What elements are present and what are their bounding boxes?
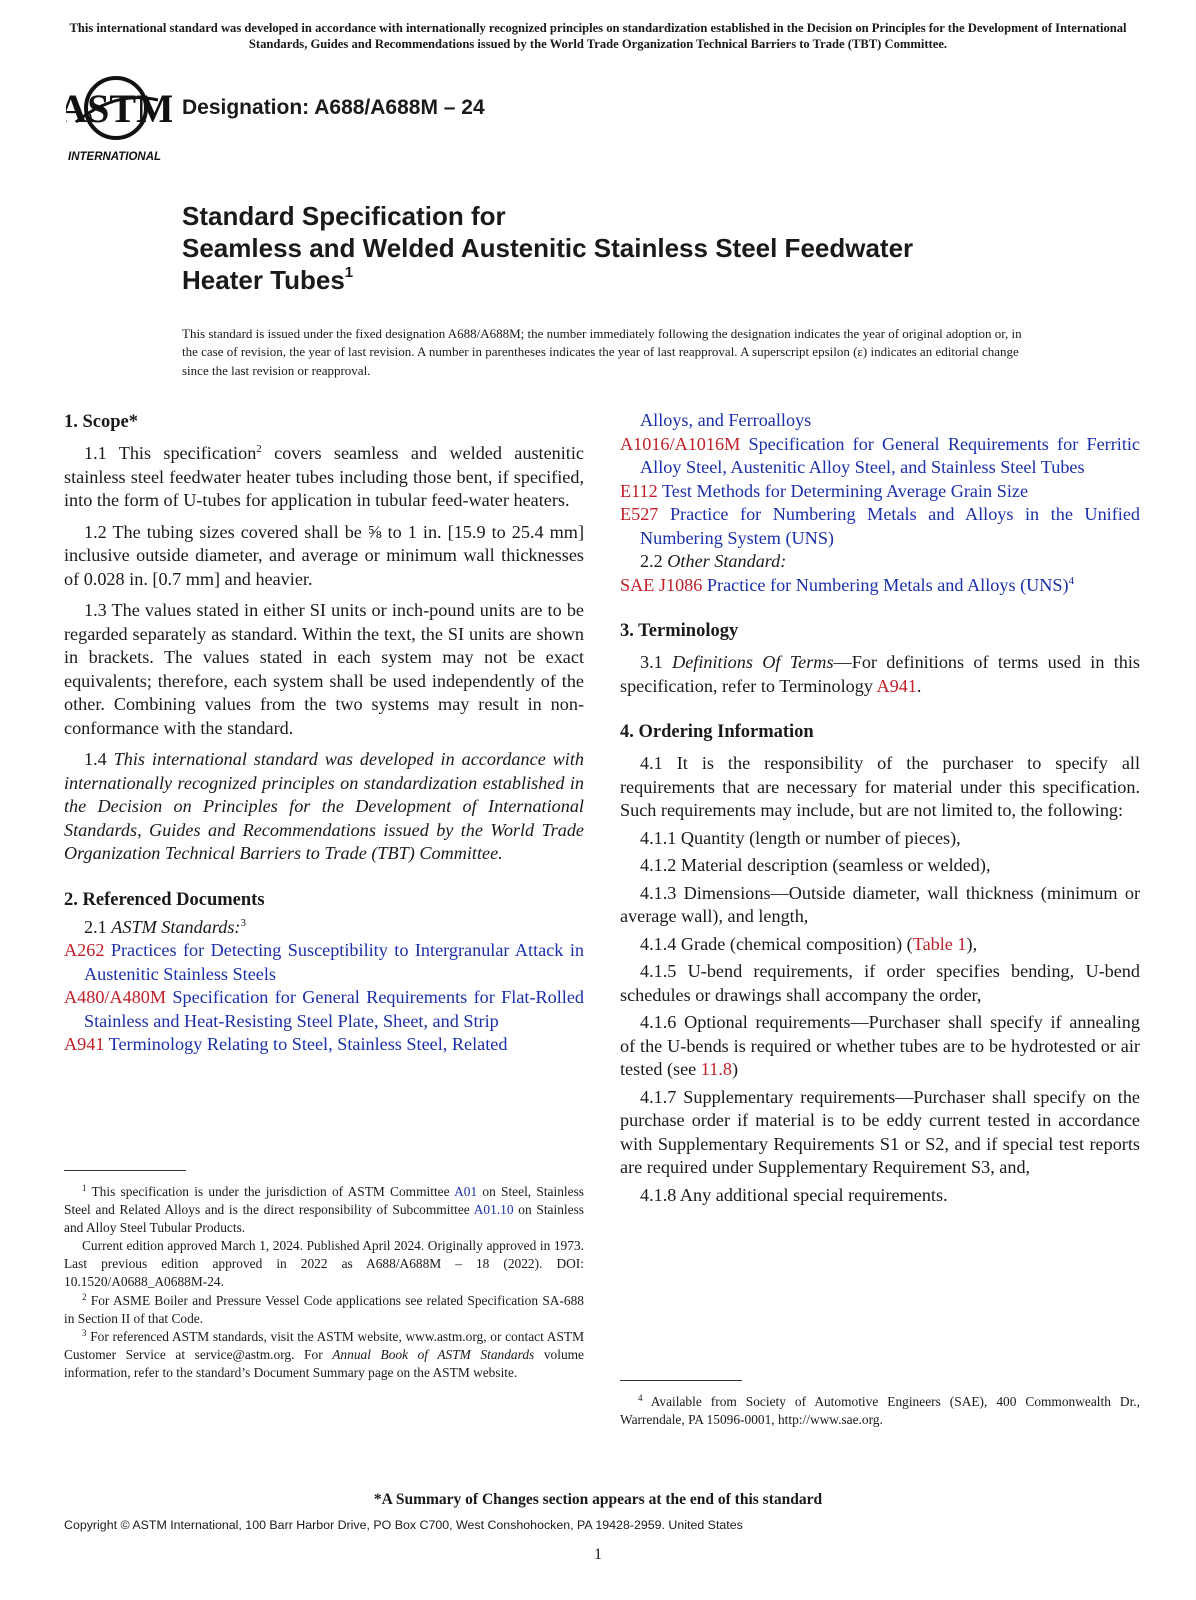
scope-heading: 1. Scope* bbox=[64, 412, 138, 432]
summary-of-changes-note: *A Summary of Changes section appears at the end of this standard bbox=[373, 1491, 823, 1508]
ordering-4-1-8: 4.1.8 Any additional special requirements. bbox=[640, 1184, 948, 1205]
ref-a941-link[interactable]: A941 bbox=[876, 675, 917, 696]
left-column bbox=[64, 410, 584, 1057]
title-line-2: Seamless and Welded Austenitic Stainless Steel Feedwater bbox=[182, 233, 914, 263]
astm-logo bbox=[66, 70, 172, 166]
title-line-3: Heater Tubes bbox=[182, 265, 345, 295]
logo-text: INTERNATIONAL bbox=[68, 151, 162, 163]
ref-entry-e112[interactable]: E112 Test Methods for Determining Average Grain Size bbox=[620, 480, 1029, 501]
ref-entry-a941[interactable]: A941 Terminology Relating to Steel, Stainless Steel, Related bbox=[64, 1034, 508, 1054]
astm-standards-label: 2.1 ASTM Standards:$^3$ bbox=[84, 916, 246, 937]
title-footnote-mark: 1 bbox=[344, 264, 354, 281]
other-standard-label: 2.2 Other Standard: bbox=[640, 551, 787, 571]
ordering-4-1-4: 4.1.4 Grade (chemical composition) (Table 1), bbox=[640, 933, 978, 954]
ordering-4-1-3: 4.1.3 Dimensions—Outside diameter, wall thickness (minimum or average wall), and length, bbox=[620, 882, 1140, 926]
document-title bbox=[182, 200, 1082, 296]
issued-note: This standard is issued under the fixed designation A688/A688M; the number immediately following the designation indicates the year of original adoption or, in the case of revision, the year of last revision. A number in parentheses indicates the year of last reapproval. A superscript epsilon (ε) indicates an editorial change since the last revision or reapproval. bbox=[182, 326, 1022, 378]
scope-1-2: 1.2 The tubing sizes covered shall be ⅝ to 1 in. [15.9 to 25.4 mm] inclusive outside diameter, and average or minimum wall thicknesses of 0.028 in. [0.7 mm] and heavier. bbox=[64, 521, 584, 589]
ordering-4-1: 4.1 It is the responsibility of the purchaser to specify all requirements that are necessary for material under this specification. Such requirements may include, but are not limited to, the following: bbox=[620, 753, 1140, 820]
ordering-4-1-5: 4.1.5 U-bend requirements, if order specifies bending, U-bend schedules or drawings shall accompany the order, bbox=[620, 961, 1140, 1005]
footnote-rule-left bbox=[64, 1170, 186, 1171]
ref-table-1-link[interactable]: Table 1 bbox=[912, 933, 967, 954]
ref-entry-a941-continued[interactable]: Alloys, and Ferroalloys bbox=[640, 410, 812, 430]
page-number: 1 bbox=[594, 1546, 602, 1563]
ordering-4-1-1: 4.1.1 Quantity (length or number of pieces), bbox=[640, 827, 961, 848]
ordering-4-1-7: 4.1.7 Supplementary requirements—Purchaser shall specify on the purchase order if material is to be eddy current tested in accordance with Supplementary Requirements S1 or S2, and if special test reports are required under Supplementary Requirement S3, and, bbox=[620, 1086, 1140, 1177]
tbt-notice: This international standard was developed in accordance with internationally recognized principles on standardization established in the Decision on Principles for the Development of International Standards, Guides and Recommendations issued by the World Trade Organization Technical Barriers to Trade (TBT) Committee. bbox=[69, 21, 1127, 51]
refdocs-heading: 2. Referenced Documents bbox=[64, 889, 265, 910]
scope-1-3: 1.3 The values stated in either SI units or inch-pound units are to be regarded separately as standard. Within the text, the SI units are shown in brackets. The values stated in each system may not be exact equivalents; therefore, each system shall be used independently of the other. Combining values from the two systems may result in non-conformance with the standard. bbox=[64, 600, 584, 738]
right-column bbox=[620, 409, 1140, 1207]
scope-1-4: 1.4 This international standard was developed in accordance with internationally recognized principles on standardization established in the Decision on Principles for the Development of International Standards, Guides and Recommendations issued by the World Trade Organization Technical Barriers to Trade (TBT) Committee. bbox=[64, 749, 585, 863]
ordering-4-1-2: 4.1.2 Material description (seamless or welded), bbox=[640, 855, 991, 875]
ref-entry-a262[interactable]: A262 Practices for Detecting Susceptibility to Intergranular Attack in Austenitic Stainless Steels bbox=[64, 940, 584, 984]
footnote-3: $^3$ For referenced ASTM standards, visit the ASTM website, www.astm.org, or contact ASTM Customer Service at service@astm.org. For Annual Book of ASTM Standards volume information, refer to the standard’s Document Summary page on the ASTM website. bbox=[64, 1327, 584, 1380]
ref-11-8-link[interactable]: 11.8 bbox=[700, 1059, 732, 1079]
ref-entry-a480[interactable]: A480/A480M Specification for General Requirements for Flat-Rolled Stainless and Heat-Resisting Steel Plate, Sheet, and Strip bbox=[64, 987, 584, 1031]
terminology-3-1: 3.1 Definitions Of Terms—For definitions of terms used in this specification, refer to Terminology A941. bbox=[620, 652, 1141, 696]
ordering-heading: 4. Ordering Information bbox=[620, 722, 814, 742]
copyright: Copyright © ASTM International, 100 Barr Harbor Drive, PO Box C700, West Conshohocken, PA 19428-2959. United States bbox=[64, 1518, 743, 1532]
footnote-rule-right bbox=[620, 1380, 742, 1381]
footnote-1: $^1$ This specification is under the jurisdiction of ASTM Committee A01 on Steel, Stainless Steel and Related Alloys and is the direct responsibility of Subcommittee A01.10 on Stainless and Alloy Steel Tubular Products. bbox=[64, 1183, 584, 1236]
scope-1-1: 1.1 This specification$^2$ covers seamless and welded austenitic stainless steel feedwater heater tubes including those bent, if specified, into the form of U-tubes for application in tubular feed-water heaters. bbox=[64, 443, 584, 510]
footnote-1-edition: Current edition approved March 1, 2024. Published April 2024. Originally approved in 1973. Last previous edition approved in 2022 as A688/A688M – 18 (2022). DOI: 10.1520/A0688_A0688M-24. bbox=[64, 1238, 584, 1290]
title-line-1: Standard Specification for bbox=[182, 201, 506, 231]
terminology-heading: 3. Terminology bbox=[620, 621, 739, 641]
ref-entry-sae-j1086[interactable]: SAE J1086 Practice for Numbering Metals and Alloys (UNS)$^4$ bbox=[620, 574, 1075, 595]
ref-entry-a1016[interactable]: A1016/A1016M Specification for General Requirements for Ferritic Alloy Steel, Austenitic Alloy Steel, and Stainless Steel Tubes bbox=[620, 433, 1140, 477]
footnote-4: $^4$ Available from Society of Automotive Engineers (SAE), 400 Commonwealth Dr., Warrendale, PA 15096-0001, http://www.sae.org. bbox=[620, 1393, 1140, 1428]
footnote-2: $^2$ For ASME Boiler and Pressure Vessel Code applications see related Specification SA-688 in Section II of that Code. bbox=[64, 1291, 584, 1326]
footnotes-right bbox=[620, 1393, 1140, 1429]
footnotes-left bbox=[64, 1183, 584, 1382]
ref-entry-e527[interactable]: E527 Practice for Numbering Metals and Alloys in the Unified Numbering System (UNS) bbox=[620, 504, 1140, 548]
ordering-4-1-6: 4.1.6 Optional requirements—Purchaser shall specify if annealing of the U-bends is required or whether tubes are to be hydrotested or air tested (see 11.8) bbox=[620, 1012, 1140, 1079]
svg-text:ASTM: ASTM bbox=[66, 86, 172, 131]
designation: Designation: A688/A688M – 24 bbox=[182, 96, 485, 119]
